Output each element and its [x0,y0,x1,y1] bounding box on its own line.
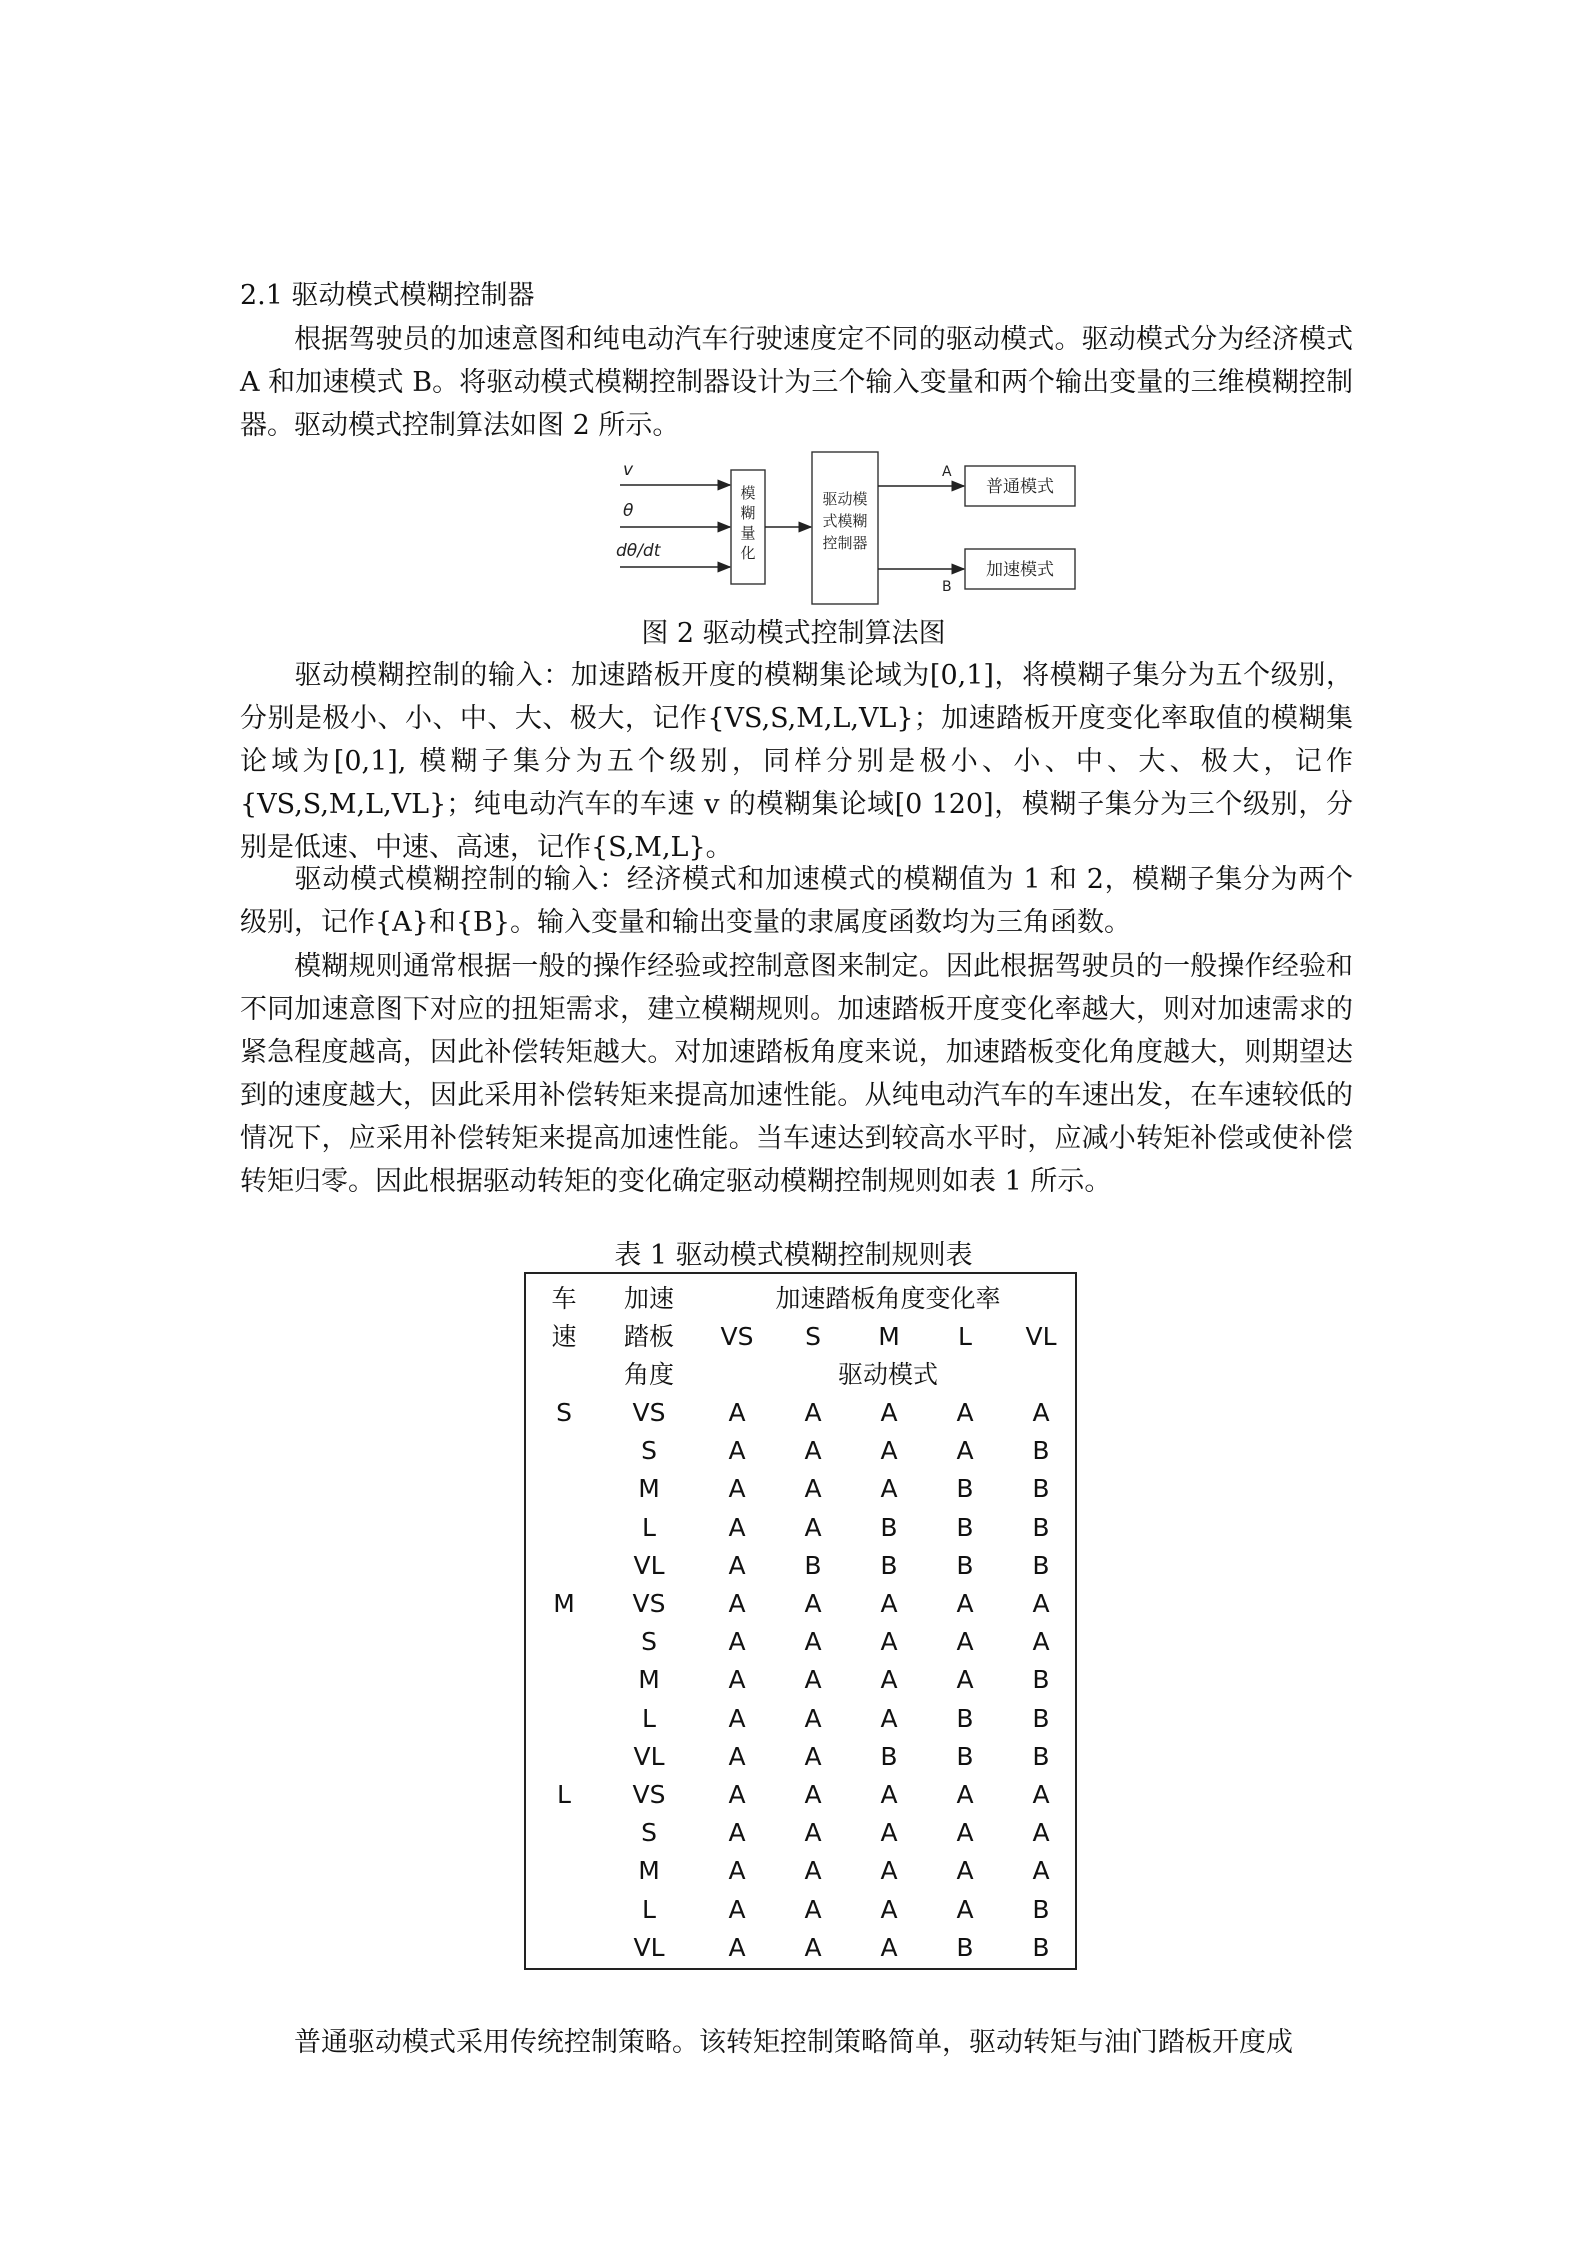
paragraph [240,654,1353,869]
pedal-cell: L [642,1512,656,1542]
controller-line: 式模糊 [822,512,868,530]
pedal-cell: VL [633,1550,665,1580]
figure-caption: 图 2 驱动模式控制算法图 [641,618,946,649]
mode-cell: A [880,1818,898,1848]
mode-cell: A [804,1627,822,1657]
controller-line: 控制器 [822,534,868,552]
mode-cell: B [1032,1894,1050,1924]
mode-cell: A [804,1703,822,1733]
rate-level: VL [1025,1322,1057,1351]
output-label-a: A [942,464,952,480]
mode-cell: A [956,1665,974,1695]
mode-cell: A [728,1398,746,1427]
header-speed: 速 [551,1322,577,1351]
mode-cell: A [880,1627,898,1657]
pedal-cell: L [642,1703,656,1733]
mode-cell: A [1032,1780,1050,1809]
section-heading: 2.1 驱动模式模糊控制器 [240,280,535,311]
mode-cell: A [956,1780,974,1809]
mode-cell: A [804,1398,822,1427]
mode-cell: B [1032,1665,1050,1695]
mode-cell: A [880,1665,898,1695]
mode-cell: B [956,1512,974,1542]
speed-cell: M [553,1589,575,1618]
mode-cell: A [1032,1627,1050,1657]
rule-table [524,1272,1077,1970]
mode-cell: A [956,1894,974,1924]
rate-level: M [878,1322,900,1351]
mode-cell: B [880,1550,898,1580]
mode-cell: A [728,1665,746,1695]
paragraph-text: 驱动模式模糊控制的输入：经济模式和加速模式的模糊值为 1 和 2，模糊子集分为两个级别，记作{A}和{B}。输入变量和输出变量的隶属度函数均为三角函数。 [240,864,1353,938]
paragraph [240,858,1353,944]
mode-cell: B [1032,1932,1050,1962]
mode-cell: A [956,1856,974,1886]
mode-cell: A [804,1856,822,1886]
pedal-cell: M [638,1474,660,1504]
mode-cell: B [956,1932,974,1962]
mode-cell: A [728,1436,746,1466]
input-label-v: v [623,460,634,480]
mode-cell: A [728,1512,746,1542]
rate-level: S [805,1322,821,1351]
controller-line: 驱动模 [822,490,868,508]
speed-cell: L [557,1780,571,1809]
mode-cell: A [804,1894,822,1924]
mode-cell: A [728,1474,746,1504]
mode-cell: B [1032,1741,1050,1771]
mode-cell: A [728,1550,746,1580]
pedal-cell: VL [633,1932,665,1962]
mode-cell: B [1032,1703,1050,1733]
mode-cell: B [880,1741,898,1771]
control-algorithm-diagram [600,448,1090,618]
mode-cell: A [956,1398,974,1427]
mode-cell: A [956,1589,974,1618]
mode-cell: A [728,1932,746,1962]
rate-level: VS [720,1322,754,1351]
mode-cell: A [956,1627,974,1657]
mode-cell: A [728,1741,746,1771]
pedal-cell: S [641,1436,657,1466]
fuzzification-char: 模 [740,484,756,502]
mode-cell: B [956,1474,974,1504]
mode-cell: A [804,1512,822,1542]
mode-cell: A [880,1474,898,1504]
mode-cell: B [880,1512,898,1542]
pedal-cell: VL [633,1741,665,1771]
pedal-cell: VS [632,1780,666,1809]
input-label-dtheta: dθ/dt [616,541,661,561]
mode-cell: B [956,1741,974,1771]
mode-cell: A [804,1474,822,1504]
header-pedal: 角度 [623,1360,675,1389]
paragraph-text: 根据驾驶员的加速意图和纯电动汽车行驶速度定不同的驱动模式。驱动模式分为经济模式 A 和加速模式 B。将驱动模式模糊控制器设计为三个输入变量和两个输出变量的三维模糊控制器。驱动模式控制算法如图 2 所示。 [240,324,1353,441]
mode-cell: B [1032,1436,1050,1466]
header-speed: 车 [551,1284,577,1313]
mode-cell: A [1032,1818,1050,1848]
mode-cell: A [1032,1398,1050,1427]
mode-cell: A [728,1894,746,1924]
header-pedal: 踏板 [623,1322,675,1351]
paragraph [240,2021,1353,2064]
accel-mode-label: 加速模式 [986,560,1054,580]
fuzzification-char: 量 [740,524,756,542]
mode-cell: A [728,1856,746,1886]
mode-cell: A [804,1665,822,1695]
mode-cell: B [956,1550,974,1580]
mode-cell: B [804,1550,822,1580]
mode-cell: A [804,1818,822,1848]
header-pedal: 加速 [623,1284,675,1313]
mode-cell: A [1032,1856,1050,1886]
header-rate: 加速踏板角度变化率 [775,1284,1001,1313]
pedal-cell: M [638,1665,660,1695]
speed-cell: S [556,1398,572,1427]
mode-cell: A [880,1780,898,1809]
fuzzification-char: 糊 [740,504,756,522]
mode-cell: A [880,1703,898,1733]
mode-cell: A [880,1856,898,1886]
input-label-theta: θ [623,501,634,521]
mode-cell: A [728,1703,746,1733]
paragraph [240,318,1353,447]
mode-cell: B [956,1703,974,1733]
table-caption: 表 1 驱动模式模糊控制规则表 [614,1240,973,1271]
fuzzification-char: 化 [740,544,756,562]
mode-cell: B [1032,1512,1050,1542]
mode-cell: A [804,1780,822,1809]
mode-cell: A [728,1627,746,1657]
normal-mode-label: 普通模式 [986,477,1054,497]
pedal-cell: M [638,1856,660,1886]
mode-cell: A [804,1932,822,1962]
mode-cell: A [880,1436,898,1466]
paragraph-text: 普通驱动模式采用传统控制策略。该转矩控制策略简单，驱动转矩与油门踏板开度成 [294,2027,1293,2058]
pedal-cell: S [641,1818,657,1848]
pedal-cell: S [641,1627,657,1657]
mode-cell: A [804,1741,822,1771]
mode-cell: A [728,1589,746,1618]
pedal-cell: VS [632,1589,666,1618]
mode-cell: B [1032,1474,1050,1504]
paragraph [240,945,1353,1203]
paragraph-text: 模糊规则通常根据一般的操作经验或控制意图来制定。因此根据驾驶员的一般操作经验和不同加速意图下对应的扭矩需求，建立模糊规则。加速踏板开度变化率越大，则对加速需求的紧急程度越高，因此补偿转矩越大。对加速踏板角度来说，加速踏板变化角度越大，则期望达到的速度越大，因此采用补偿转矩来提高加速性能。从纯电动汽车的车速出发，在车速较低的情况下，应采用补偿转矩来提高加速性能。当车速达到较高水平时，应减小转矩补偿或使补偿转矩归零。因此根据驱动转矩的变化确定驱动模糊控制规则如表 1 所示。 [240,951,1353,1197]
rate-level: L [958,1322,972,1351]
mode-cell: A [804,1589,822,1618]
pedal-cell: VS [632,1398,666,1427]
mode-cell: A [956,1436,974,1466]
mode-cell: A [880,1894,898,1924]
header-output: 驱动模式 [837,1360,939,1389]
mode-cell: A [880,1589,898,1618]
mode-cell: B [1032,1550,1050,1580]
paragraph-text: 驱动模糊控制的输入：加速踏板开度的模糊集论域为[0,1]，将模糊子集分为五个级别，分别是极小、小、中、大、极大，记作{VS,S,M,L,VL}；加速踏板开度变化率取值的模糊集论域为[0,1], 模糊子集分为五个级别，同样分别是极小、小、中、大、极大，记作{VS,S,M,L,VL}；纯电动汽车的车速 v 的模糊集论域[0 120]，模糊子集分为三个级别，分别是低速、中速、高速，记作{S,M,L}。 [240,660,1353,863]
mode-cell: A [880,1398,898,1427]
mode-cell: A [880,1932,898,1962]
output-label-b: B [942,579,952,595]
mode-cell: A [1032,1589,1050,1618]
pedal-cell: L [642,1894,656,1924]
mode-cell: A [804,1436,822,1466]
mode-cell: A [728,1818,746,1848]
mode-cell: A [728,1780,746,1809]
mode-cell: A [956,1818,974,1848]
